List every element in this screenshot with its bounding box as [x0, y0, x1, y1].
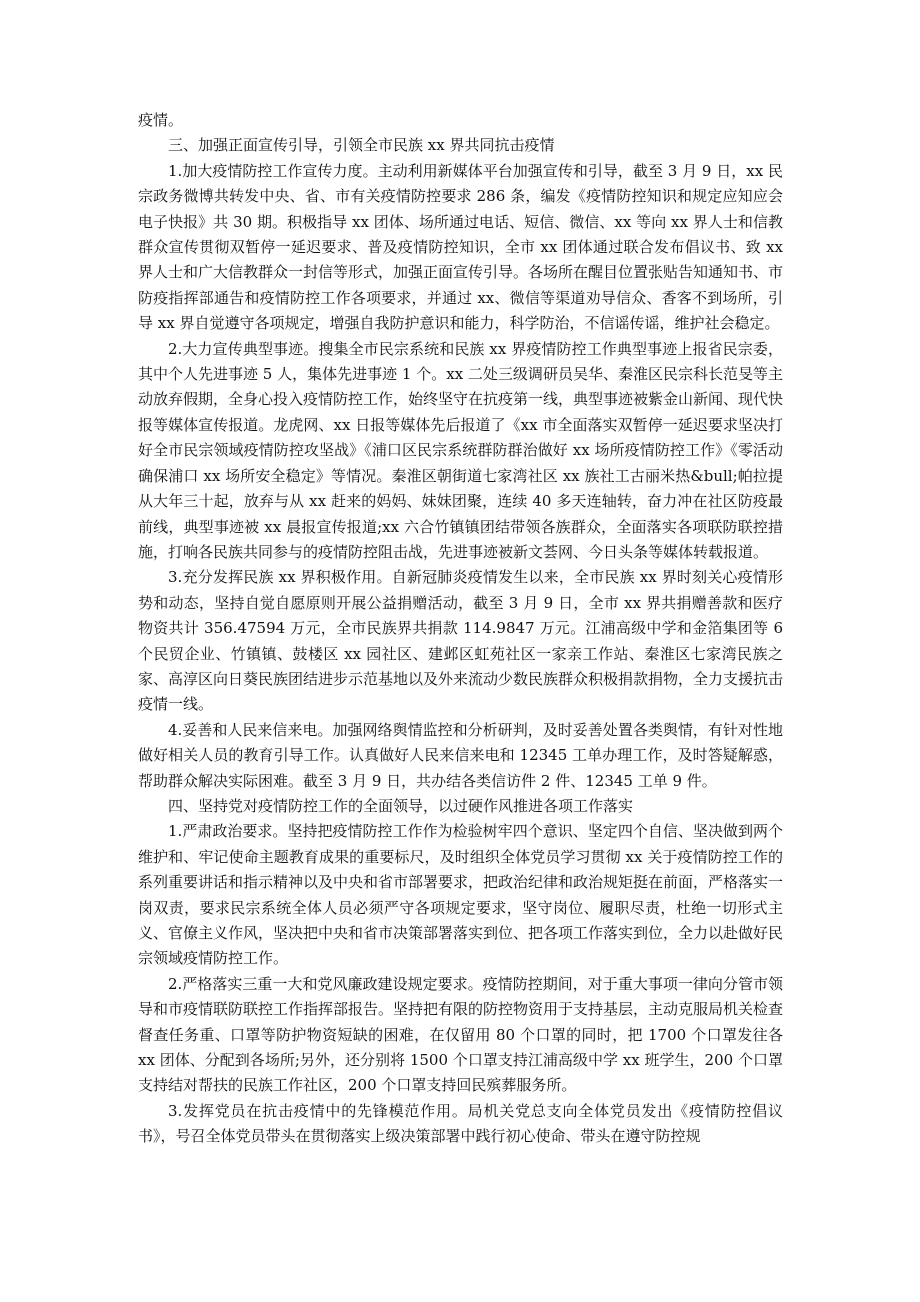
paragraph-4-3: 3.发挥党员在抗击疫情中的先锋模范作用。局机关党总支向全体党员发出《疫情防控倡议书》，号召全体党员带头在贯彻落实上级决策部署中践行初心使命、带头在遵守防控规 — [138, 1101, 783, 1146]
paragraph-4-1: 1.严肃政治要求。坚持把疫情防控工作作为检验树牢四个意识、坚定四个自信、坚决做到两个维护和、牢记使命主题教育成果的重要标尺，及时组织全体党员学习贯彻 xx 关于疫情防控工作的系列重要讲话和指示精神以及中央和省市部署要求，把政治纪律和政治规矩挺在前面，严格落实一岗双责，要求民宗系统全体人员必须严守各项规定要求，坚守岗位、履职尽责，杜绝一切形式主义、官僚主义作风，坚决把中央和省市决策部署落实到位、把各项工作落实到位，全力以赴做好民宗领域疫情防控工作。 — [138, 822, 784, 968]
section-heading-4: 四、坚持党对疫情防控工作的全面领导，以过硬作风推进各项工作落实 — [168, 796, 634, 815]
paragraph-3-3: 3.充分发挥民族 xx 界积极作用。自新冠肺炎疫情发生以来，全市民族 xx 界时刻关心疫情形势和动态，坚持自觉自愿原则开展公益捐赠活动，截至 3 月 9 日，全市 xx 界共捐赠善款和医疗物资共计 356.47594 万元，全市民族界共捐款 114.9847 万元。江浦高级中学和金箔集团等 6 个民贸企业、竹镇镇、鼓楼区 xx 园社区、建邺区虹苑社区一家亲工作站、秦淮区七家湾民族之家、高淳区向日葵民族团结进步示范基地以及外来流动少数民族群众积极捐款捐物，全力支援抗击疫情一线。 — [138, 568, 784, 714]
document-page — [138, 108, 783, 1150]
paragraph-3-2: 2.大力宣传典型事迹。搜集全市民宗系统和民族 xx 界疫情防控工作典型事迹上报省民宗委，其中个人先进事迹 5 人，集体先进事迹 1 个。xx 二处三级调研员吴华、秦淮区民宗科长范旻等主动放弃假期，全身心投入疫情防控工作，始终坚守在抗疫第一线，典型事迹被紫金山新闻、现代快报等媒体宣传报道。龙虎网、xx 日报等媒体先后报道了《xx 市全面落实双暂停一延迟要求坚决打好全市民宗领域疫情防控攻坚战》《浦口区民宗系统群防群治做好 xx 场所疫情防控工作》《零活动确保浦口 xx 场所安全稳定》等情况。秦淮区朝街道七家湾社区 xx 族社工古丽米热&bull;帕拉提从大年三十起，放弃与从 xx 赶来的妈妈、妹妹团聚，连续 40 多天连轴转，奋力冲在社区防疫最前线，典型事迹被 xx 晨报宣传报道;xx 六合竹镇镇团结带领各族群众，全面落实各项联防联控措施，打响各民族共同参与的疫情防控阻击战，先进事迹被新文荟网、今日头条等媒体转载报道。 — [138, 339, 784, 561]
section-heading-3: 三、加强正面宣传引导，引领全市民族 xx 界共同抗击疫情 — [168, 136, 555, 155]
paragraph-3-1: 1.加大疫情防控工作宣传力度。主动利用新媒体平台加强宣传和引导，截至 3 月 9 日，xx 民宗政务微博共转发中央、省、市有关疫情防控要求 286 条，编发《疫情防控知识和规定应知应会电子快报》共 30 期。积极指导 xx 团体、场所通过电话、短信、微信、xx 等向 xx 界人士和信教群众宣传贯彻双暂停一延迟要求、普及疫情防控知识，全市 xx 团体通过联合发布倡议书、致 xx 界人士和广大信教群众一封信等形式，加强正面宣传引导。各场所在醒目位置张贴告知通知书、市防疫指挥部通告和疫情防控工作各项要求，并通过 xx、微信等渠道劝导信众、香客不到场所，引导 xx 界自觉遵守各项规定，增强自我防护意识和能力，科学防治，不信谣传谣，维护社会稳定。 — [138, 161, 784, 333]
paragraph-4-2: 2.严格落实三重一大和党风廉政建设规定要求。疫情防控期间，对于重大事项一律向分管市领导和市疫情联防联控工作指挥部报告。坚持把有限的防控物资用于支持基层，主动克服局机关检查督查任务重、口罩等防护物资短缺的困难，在仅留用 80 个口罩的同时，把 1700 个口罩发往各 xx 团体、分配到各场所;另外，还分别将 1500 个口罩支持江浦高级中学 xx 班学生，200 个口罩支持结对帮扶的民族工作社区，200 个口罩支持回民殡葬服务所。 — [138, 974, 784, 1095]
paragraph-3-4: 4.妥善和人民来信来电。加强网络舆情监控和分析研判，及时妥善处置各类舆情，有针对性地做好相关人员的教育引导工作。认真做好人民来信来电和 12345 工单办理工作，及时答疑解惑，帮助群众解决实际困难。截至 3 月 9 日，共办结各类信访件 2 件、12345 工单 9 件。 — [138, 720, 783, 790]
paragraph-continuation: 疫情。 — [138, 111, 184, 129]
